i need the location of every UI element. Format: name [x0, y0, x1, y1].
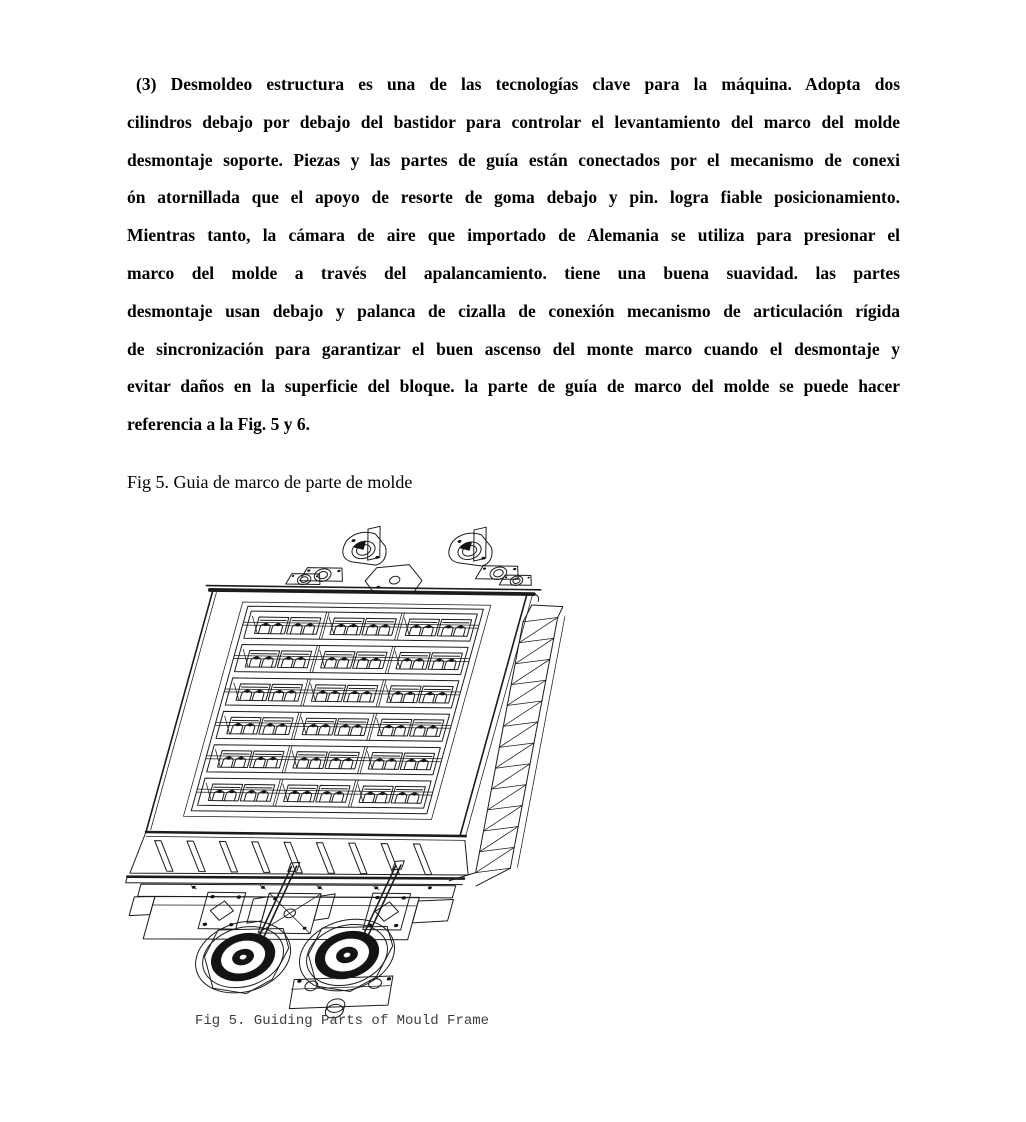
paragraph-line: marco del molde a través del apalancamiento. tiene una buena suavidad. las partes: [127, 262, 900, 283]
paragraph-line: Mientras tanto, la cámara de aire que importado de Alemania se utiliza para presionar el: [127, 225, 900, 246]
body-paragraph: [127, 66, 900, 444]
paragraph-line: desmontaje usan debajo y palanca de cizalla de conexión mecanismo de articulación rígida: [127, 300, 900, 321]
mould-frame-drawing: [120, 512, 590, 1024]
figure-label: Fig 5. Guia de marco de parte de molde: [127, 472, 413, 492]
paragraph-line: cilindros debajo por debajo del bastidor para controlar el levantamiento del marco del molde: [127, 111, 900, 132]
paragraph-line: (3) Desmoldeo estructura es una de las tecnologías clave para la máquina. Adopta dos: [136, 74, 900, 94]
paragraph-line: referencia a la Fig. 5 y 6.: [127, 414, 311, 435]
paragraph-line: ón atornillada que el apoyo de resorte de goma debajo y pin. logra fiable posicionamiento.: [127, 187, 900, 208]
paragraph-line: desmontaje soporte. Piezas y las partes de guía están conectados por el mecanismo de conexi: [127, 149, 900, 170]
paragraph-line: de sincronización para garantizar el buen ascenso del monte marco cuando el desmontaje y: [127, 338, 900, 359]
figure-caption: Fig 5. Guiding Parts of Mould Frame: [195, 1013, 490, 1029]
paragraph-line: evitar daños en la superficie del bloque. la parte de guía de marco del molde se puede hacer: [127, 376, 900, 397]
